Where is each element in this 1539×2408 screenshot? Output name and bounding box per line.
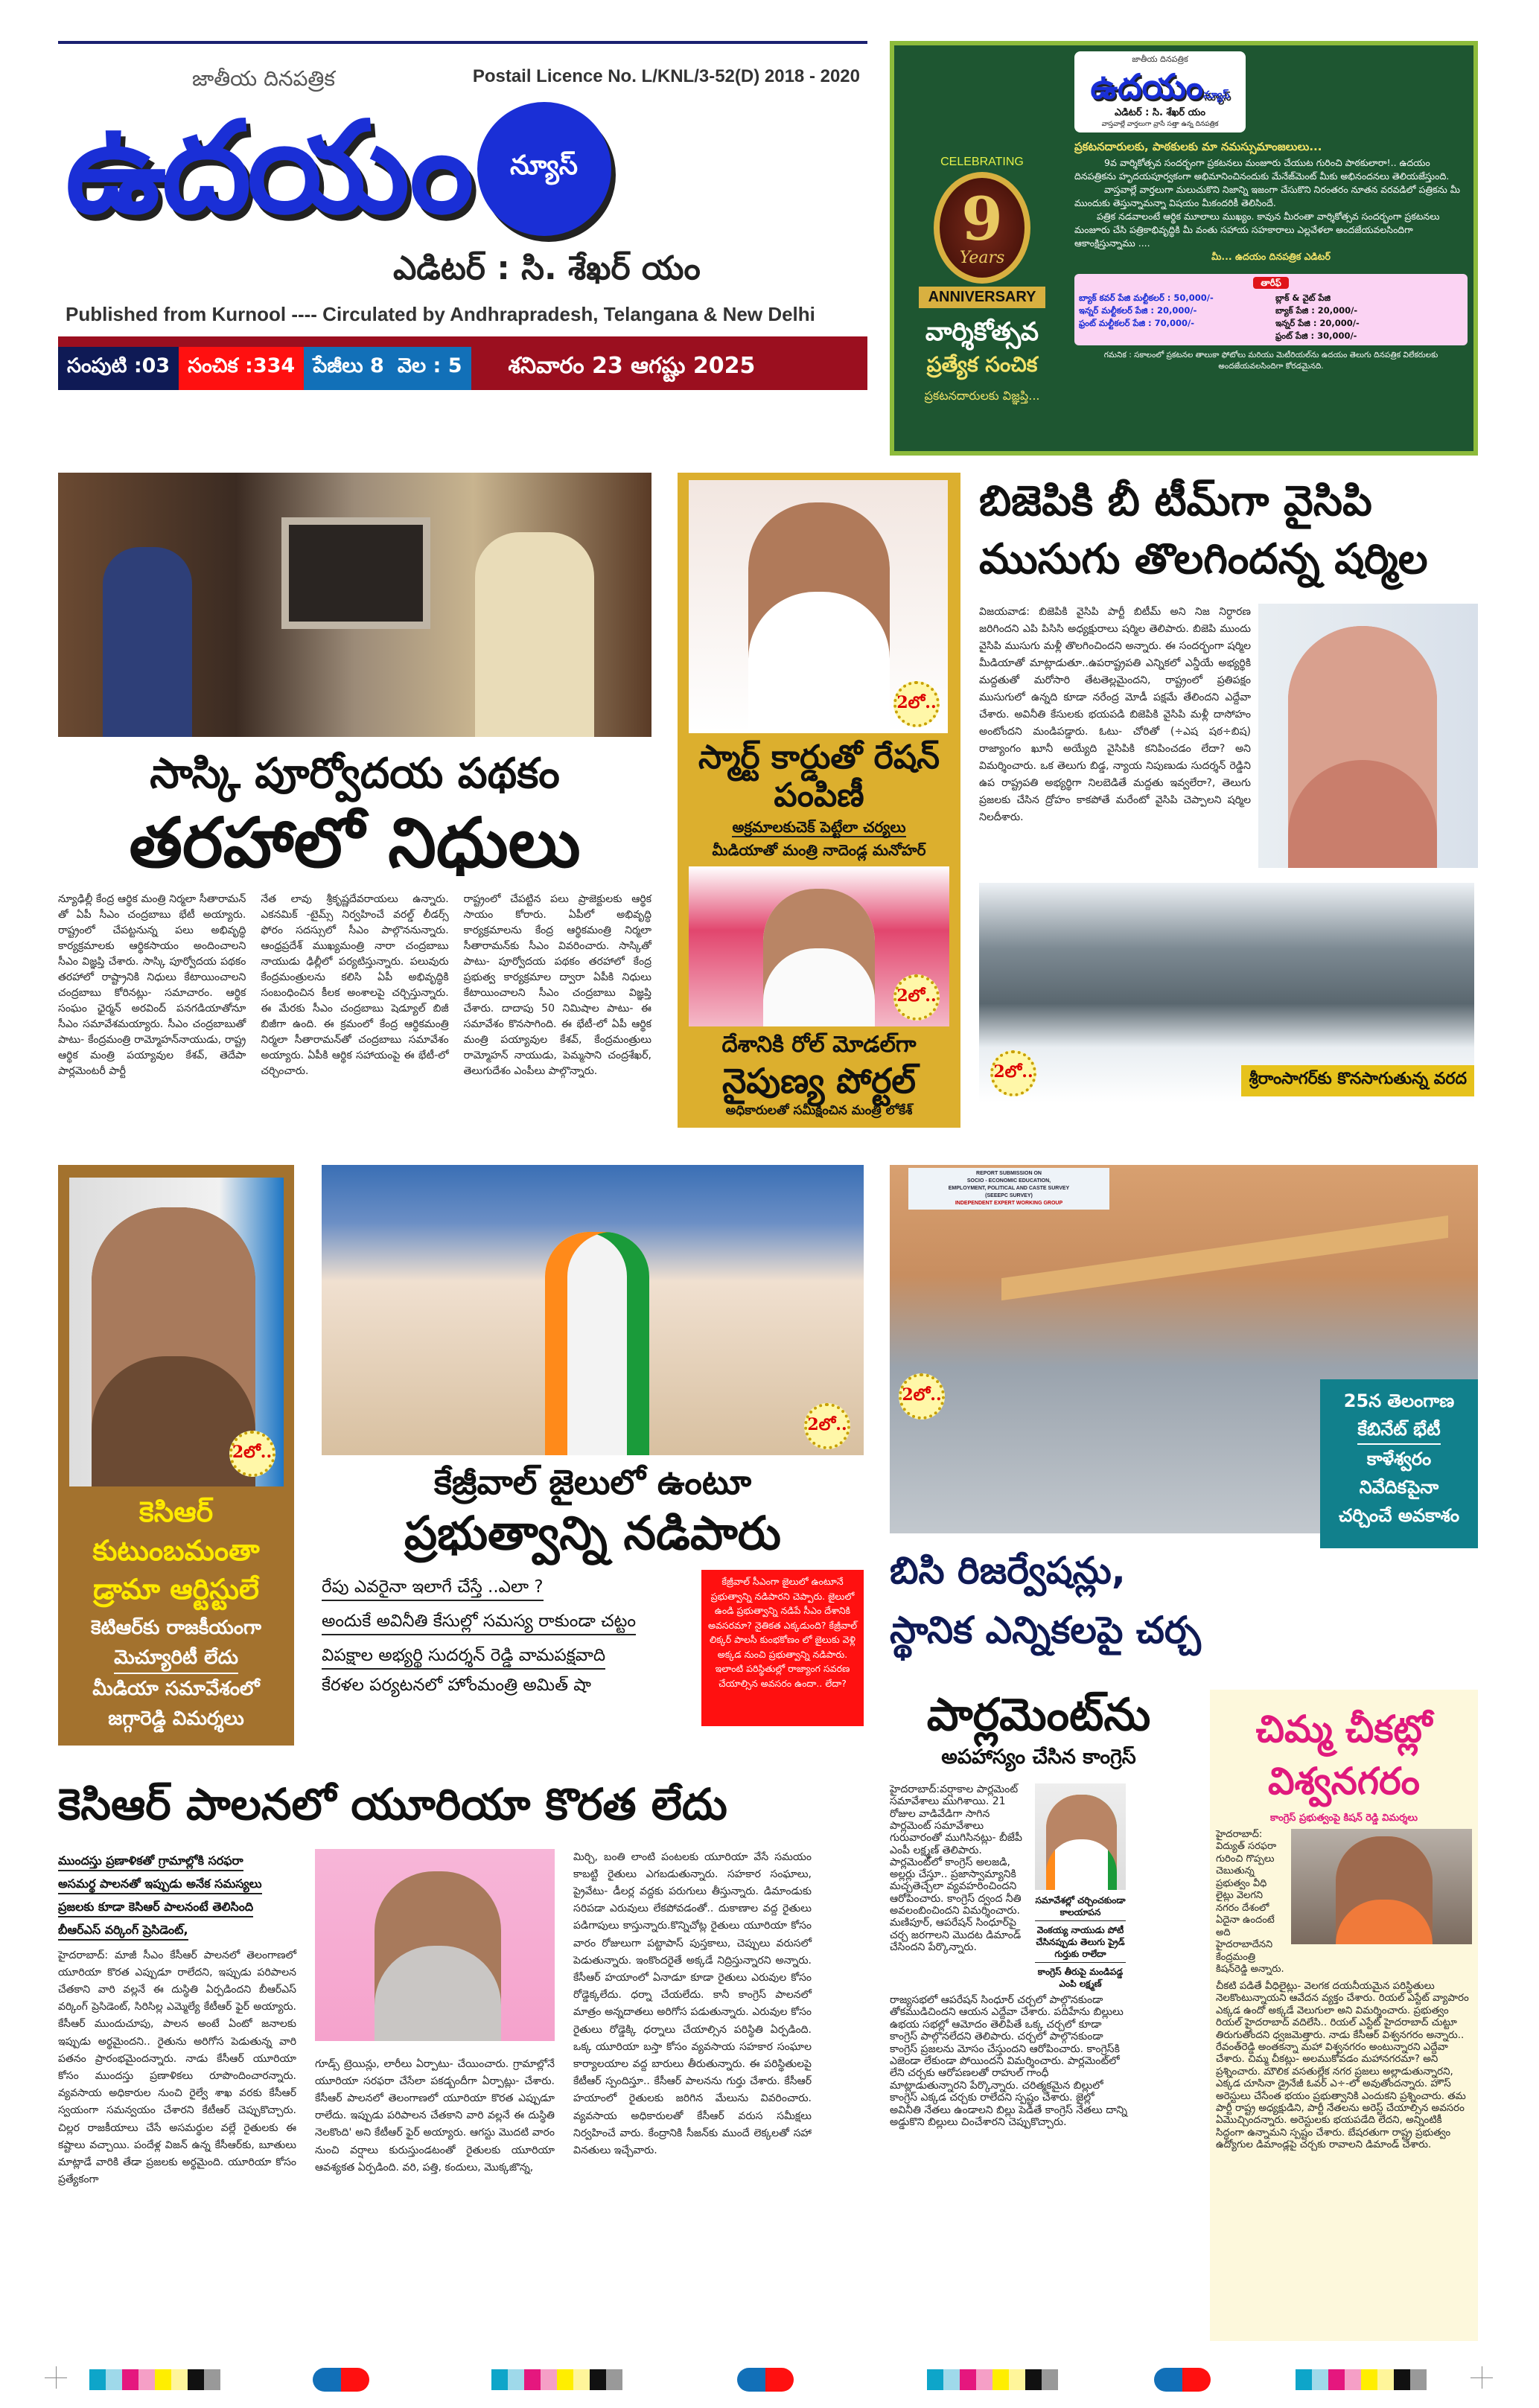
color-swatch bbox=[171, 2369, 188, 2390]
color-swatch bbox=[590, 2369, 606, 2390]
jaggareddy-box: 2లో.. కెసిఆర్ కుటుంబమంతా డ్రామా ఆర్టిస్టులే కెటిఆర్‌కు రాజకీయంగా మెచ్యూరిటీ లేదు మీడియా సమావేశంలో జగ్గారెడ్డి విమర్శలు bbox=[58, 1165, 294, 1746]
editor-name: ఎడిటర్ : సి. శేఖర్ యం bbox=[393, 249, 701, 287]
published-line: Published from Kurnool ---- Circulated by Andhrapradesh, Telangana & New Delhi bbox=[66, 302, 815, 325]
parliament-headline: పార్లమెంట్‌ను bbox=[926, 1689, 1151, 1741]
color-swatch bbox=[606, 2369, 622, 2390]
color-swatch bbox=[943, 2369, 960, 2390]
color-registration-strip bbox=[0, 2363, 1539, 2393]
photo-cabinet-meeting: REPORT SUBMISSION ON SOCIO - ECONOMIC EDUCATION, EMPLOYMENT, POLITICAL AND CASTE SURVEY (SEEEPC SURVEY) INDEPENDENT EXPERT WORKING GROUP 2లో.. bbox=[890, 1165, 1478, 1533]
color-swatch bbox=[927, 2369, 943, 2390]
urea-col-2: గూడ్స్ ట్రెయిన్లు, లారీలు ఏర్పాటు- చేయించారు. గ్రామాల్లోనే యూరియా సరఫరా చేసేలా పకడ్బందీగా ఏర్పాట్లు- చేశారు. కేసీఆర్ పాలనలో తెలంగాణలో యూరియా కొరత ఎప్పుడూ రాలేదు. ఇప్పుడు పరిపాలన చేతకాని వారి వల్లనే ఈ దుస్థితి నెలకొంది' అని కేటీఆర్ ఫైర్ అయ్యారు. ఆగస్టు మొదటి వారం నుంచి వర్షాలు కురుస్తుండటంతో రైతులకు యూరియా ఆవశ్యకత ఏర్పడింది. వరి, పత్తి, కందులు, మొక్కజొన్న, bbox=[315, 2057, 555, 2174]
photo-sriramsagar-dam: 2లో.. శ్రీరాంసాగర్‌కు కొనసాగుతున్న వరద bbox=[979, 883, 1474, 1102]
nine-years-emblem: CELEBRATING 9 Years ANNIVERSARY bbox=[919, 156, 1045, 308]
kejriwal-quote-box: కేజ్రీవాల్ సీఎంగా జైలులో ఉంటూనే ప్రభుత్వాన్ని నడిపారని చెప్పారు. జైలులో ఉండి ప్రభుత్వాన్ని నడిపే సీఎం దేశానికి అవసరమా? నైతికత ఎక్కడుంది? కేజ్రీవాల్ లిక్కర్ పాలసీ కుంభకోణం లో జైలుకు వెళ్లి అక్కడ నుంచి ప్రభుత్వాన్ని నడిపారు. ఇలాంటి పరిస్థితుల్లో రాజ్యాంగ సవరణ చేయాల్సిన అవసరం ఉందా.. లేదా? bbox=[701, 1570, 864, 1726]
parliament-subhead: అపహాస్యం చేసిన కాంగ్రెస్ bbox=[941, 1746, 1136, 1769]
color-swatch bbox=[491, 2369, 508, 2390]
color-swatch bbox=[188, 2369, 204, 2390]
color-swatch bbox=[573, 2369, 590, 2390]
photo-mp-laxman bbox=[1035, 1783, 1126, 1890]
saski-kicker: సాస్కి పూర్వోదయ పథకం bbox=[150, 750, 560, 798]
color-swatch bbox=[1377, 2369, 1394, 2390]
color-swatch bbox=[1025, 2369, 1042, 2390]
issue-number: సంచిక :334 bbox=[179, 347, 304, 390]
ad-footer: ప్రకటనదారులకు విజ్ఞప్తి... bbox=[924, 389, 1040, 403]
sharmila-headline: బిజెపికి బీ టీమ్‌గా వైసిపి ముసుగు తొలగిందన్న షర్మిల bbox=[979, 477, 1428, 584]
newspaper-logo: ఉదయం న్యూస్ bbox=[58, 96, 867, 242]
kejriwal-subheads: రేపు ఎవరైనా ఇలాగే చేస్తే ..ఎలా ? అందుకే అవినీతి కేసుల్లో సమస్య రాకుండా చట్టం విపక్షాల అభ్యర్థి సుదర్శన్ రెడ్డి వామపక్షవాది కేరళల పర్యటనలో హోంమంత్రి అమిత్ షా bbox=[322, 1570, 690, 1698]
masthead-tagline: జాతీయ దినపత్రిక bbox=[192, 66, 335, 91]
photo-nirmala-chandrababu-meeting bbox=[58, 473, 651, 737]
color-swatch bbox=[1345, 2369, 1361, 2390]
kejriwal-headline-2: ప్రభుత్వాన్ని నడిపారు bbox=[404, 1505, 781, 1560]
chimma-headline: చిమ్మ చీకట్లో విశ్వనగరం bbox=[1255, 1708, 1433, 1803]
color-swatch bbox=[138, 2369, 155, 2390]
photo-sharmila bbox=[1258, 604, 1478, 868]
parliament-story bbox=[890, 1690, 1188, 2129]
color-swatch-group bbox=[491, 2369, 622, 2390]
color-swatch bbox=[992, 2369, 1009, 2390]
color-swatch-group bbox=[1296, 2369, 1427, 2390]
crop-mark-icon bbox=[45, 2366, 67, 2389]
masthead bbox=[58, 41, 867, 456]
color-swatch bbox=[155, 2369, 171, 2390]
photo-kishan-reddy bbox=[1291, 1829, 1472, 1944]
crop-mark-icon bbox=[1471, 2366, 1493, 2389]
color-swatch bbox=[1394, 2369, 1410, 2390]
skill-portal-byline: అధికారులతో సమీక్షించిన మంత్రి లోకేశ్ bbox=[725, 1102, 913, 1118]
registration-pill bbox=[737, 2368, 794, 2392]
parliament-captions: సమావేశల్లో చర్చించకుండా కాలయాపన వెంకయ్య నాయుడు పోటీ చేసినప్పుడు తెలుగు ప్రైడ్ గుర్తుకు రాలేదా కాంగ్రెస్ తీరుపై మండిపడ్డ ఎంపి లక్ష్మణ్ bbox=[1035, 1895, 1126, 1990]
color-swatch bbox=[541, 2369, 557, 2390]
color-swatch bbox=[1312, 2369, 1328, 2390]
ad-note: గమనిక : సకాలంలో ప్రకటనల తాలుకా ఫోటోలు మరియు మెటీరియల్‌ను ఉదయం తెలుగు దినపత్రిక విలేకరులకు అందజేయవలసిందిగా కోరడమైనది. bbox=[1103, 350, 1438, 371]
smart-card-headline: స్మార్ట్ కార్డుతో రేషన్ పంపిణీ bbox=[698, 738, 940, 814]
color-swatch bbox=[1296, 2369, 1312, 2390]
color-swatch bbox=[1410, 2369, 1427, 2390]
sharmila-story bbox=[979, 473, 1478, 1102]
registration-pill bbox=[313, 2368, 369, 2392]
chimma-body-top: హైదరాబాద్: విద్యుత్ సరఫరా గురించి గొప్పలు చెబుతున్న ప్రభుత్వం వీధి లైట్లు వెలగని నగరం దేశంలో ఏదైనా ఉందంటే అది హైదరాబాదేనని కేంద్రమంత్రి కిషన్‌రెడ్డి అన్నారు. bbox=[1216, 1828, 1284, 1976]
kejriwal-story bbox=[322, 1165, 864, 1726]
chimma-kicker: కాంగ్రెస్ ప్రభుత్వంపై కిషన్ రెడ్డి విమర్శలు bbox=[1270, 1813, 1418, 1824]
color-swatch bbox=[557, 2369, 573, 2390]
saski-headline: తరహాలో నిధులు bbox=[129, 803, 581, 884]
top-row bbox=[58, 41, 1478, 456]
ad-subtitle: ప్రత్యేక సంచిక bbox=[926, 351, 1038, 377]
color-swatch bbox=[1361, 2369, 1377, 2390]
bc-headline: బిసి రిజర్వేషన్లు, స్థానిక ఎన్నికలపై చర్చ bbox=[890, 1549, 1201, 1652]
parliament-body-bottom: రాజ్యసభలో ఆపరేషన్ సింధూర్ చర్చలో పాల్గొనకుండా తోకముడిచిందని ఆయన ఎద్దేవా చేశారు. పదిహేను బిల్లులు ఉభయ సభల్లో ఆమోదం తెలిపితే ఒక్క చర్చలో కూడా కాంగ్రెస్ పాల్గొనలేదని తెలిపారు. చర్చలో పాల్గొనకుండా కాంగ్రెస్ ప్రజలను మోసం చేస్తుందని ఆరోపించారు. కాంగ్రెస్‌కి ఎజెండా లేకుండా పోయిందని విమర్శించారు. పార్లమెంట్‌లో లేని చర్చకు ఆరోపణలతో రాహుల్ గాంధీ మాట్లాడుతున్నారని పేర్కొన్నారు. చరిత్మకమైన బిల్లులో కాంగ్రెస్ ఎక్కడ చర్చకు రాలేదని స్పష్టం చేశారు. జైల్లో అవినీతి నేతలు ఉండాలని బిల్లు పెడితే కాంగ్రెస్ నేతలు దాన్ని అడ్డుకొని బిల్లులు చించేశారని చెప్పుకొచ్చారు. bbox=[890, 1994, 1127, 2129]
color-swatch bbox=[524, 2369, 541, 2390]
volume-number: సంపుటి :03 bbox=[58, 347, 179, 390]
saski-story bbox=[58, 473, 651, 1079]
urea-story bbox=[58, 1779, 867, 2188]
ad-logo-card: జాతీయ దినపత్రిక ఉదయంన్యూస్ ఎడిటర్ : సి. శేఖర్ యం వాస్తవాల్లే వార్తలుగా వ్రాసే సత్తా ఉన్న దినపత్రిక bbox=[1074, 51, 1246, 132]
urea-col-1: హైదరాబాద్: మాజీ సీఎం కేసీఆర్ పాలనలో తెలంగాణలో యూరియా కొరత ఎప్పుడూ రాలేదని, ఇప్పుడు పరిపాలన చేతకాని వారి వల్లనే ఈ దుస్థితి ఏర్పడిందని బీఆర్ఎస్ వర్కింగ్ ప్రెసిడెంట్, సిరిసిల్ల ఎమ్మెల్యే కేటీఆర్ ఫైర్ అయ్యారు. కేసీఆర్ ముందుచూపు, పాలన అంటే ఏంటో జనాలకు ఇప్పుడు అర్థమైందని.. రైతును అరిగోస పెడుతున్న వారి పతనం ప్రారంభమైందన్నారు. నాడు కేసీఆర్ యూరియా కోసం ముందస్తు ప్రణాళికలు రూపొందించారన్నారు. వ్యవసాయ అధికారుల నుంచి రైల్వే శాఖ వరకు కేసీఆర్ స్వయంగా సమన్వయం చేశారని కేటీఆర్ చెప్పుకొచ్చారు. చిల్లర రాజకీయాలు చేసే అసమర్థుల వల్లే రైతులకు ఈ కష్టాలు వచ్చాయి. పందేళ్ల విజన్ ఉన్న కేసీఆర్‌కు, బూతులు మాట్లాడే వారికి తేడా ప్రజలకు అర్థమైంది. యూరియా కోసం ప్రత్యేకంగా bbox=[58, 1949, 296, 2186]
color-swatch bbox=[976, 2369, 992, 2390]
color-swatch bbox=[1042, 2369, 1058, 2390]
chimma-body-bottom: చీకటి పడితే వీధిలైట్లు- వెలగక దయనీయమైన పరిస్థితులు నెలకొంటున్నాయని ఆవేదన వ్యక్తం చేశారు. రియల్ ఎస్టేట్ వ్యాపారం ఎక్కడ ఉందో అక్కడే వెలుగులా అని విమర్శించారు. ప్రభుత్వం రియల్ హైదరాబాద్ వదిలేసి.. రియల్ ఎస్టేట్ హైదరాబాద్ చుట్టూ తిరుగుతోందని ధ్వజమెత్తారు. నాడు కేసీఆర్ విశ్వనగరం అన్నారు.. రేవంత్‌రెడ్డి అంతకన్నా మహా విశ్వనగరం అంటున్నారని ఎద్దేవా చేశారు. చిమ్మ చీకట్లు- అలముకోవడం మహానగరమా? అని ప్రశ్నించారు. మౌలిక వసతుల్లేక నగర ప్రజలు అల్లాడుతున్నారని, ఎక్కడ చూసినా డ్రైనేజీ ఓవర్ ఎ÷-లో అవుతోందన్నారు. హౌస్ అరెస్టులు చేసేంత భయం ప్రభుత్వానికి ఎందుకని ప్రశ్నించారు. తమ పార్టీ రాష్ట్ర అధ్యక్షుడిని, పార్టీ నేతలను అరెస్ట్ చేయాల్సిన అవసరం ఏమొచ్చిందన్నారు. అరెస్టులకు భయపడేది లేదని, అన్నింటికీ సిద్ధంగా ఉన్నామని స్పష్టం చేశారు. బేషరతుగా రాష్ట్ర ప్రభుత్వం ఉద్యోగుల డిమాండ్లపై చర్చకు రావాలని డిమాండ్ చేశారు. bbox=[1216, 1980, 1469, 2151]
urea-subheads: ముందస్తు ప్రణాళికతో గ్రామాల్లోకి సరఫరా అసమర్థ పాలనతో ఇప్పుడు అనేక సమస్యలు ప్రజలకు కూడా కెసిఆర్ పాలనంటే తెలిసింది బీఆర్ఎస్ వర్కింగ్ ప్రెసిడెంట్, bbox=[58, 1849, 296, 1941]
color-swatch bbox=[89, 2369, 106, 2390]
color-swatch bbox=[508, 2369, 524, 2390]
tariff-box: తారీఫ్ బ్యాక్ కవర్ పేజి మల్టీకలర్ : 50,000/- ఇన్నర్ మల్టీకలర్ పేజి : 20,000/- ఫ్రంట్ మల్టీకలర్ పేజి : 70,000/- బ్లాక్ & వైట్ పేజి బ్యాక్ పేజి : 20,000/- ఇన్నర్ పేజి : 20,000/- ఫ్రంట్ పేజి : 30,000/- bbox=[1074, 274, 1468, 345]
issue-date: శనివారం 23 ఆగష్టు 2025 bbox=[508, 352, 756, 379]
color-swatch bbox=[1328, 2369, 1345, 2390]
smart-card-byline: మీడియాతో మంత్రి నాదెండ్ల మనోహర్ bbox=[712, 841, 926, 860]
survey-banner: REPORT SUBMISSION ON SOCIO - ECONOMIC EDUCATION, EMPLOYMENT, POLITICAL AND CASTE SURVEY (SEEEPC SURVEY) INDEPENDENT EXPERT WORKING GROUP bbox=[908, 1168, 1109, 1210]
newspaper-page bbox=[58, 0, 1478, 2408]
yellow-news-box bbox=[678, 473, 960, 1128]
color-swatch bbox=[960, 2369, 976, 2390]
photo-nadendla-manohar: 2లో.. bbox=[689, 480, 948, 733]
parliament-body-top: హైదరాబాద్:వర్షాకాల పార్లమెంట్ సమావేశాలు ముగిశాయి. 21 రోజుల వాడివేడిగా సాగిన పార్లమెంట్ సమావేశాలు గురువారంతో ముగిసినట్లు- బీజేపీ ఎంపీ లక్ష్మణ్ తెలిపారు. పార్లమెంట్‌లో కాంగ్రెస్ అలజడి, అల్లర్లు చేస్తూ.. ప్రజాస్వామ్యానికి మచ్చతెచ్చేలా వ్యవహరించిందని ఆరోపించారు. కాంగ్రెస్ ద్వంద నీతి అవలంబించిందని విమర్శించారు. మణిపూర్, ఆపరేషన్ సింధూర్‌పై చర్చ జరగాలని మొదట డిమాండ్ చేసిందని పేర్కొన్నారు. bbox=[890, 1783, 1022, 1953]
ad-title: వార్శికోత్సవ bbox=[925, 317, 1039, 347]
color-swatch bbox=[106, 2369, 122, 2390]
urea-col-3: మిర్చి, బంతి లాంటి పంటలకు యూరియా వేసే సమయం కాబట్టి రైతులు ఎగబడుతున్నారు. సహకార సంఘాలు, ప్రైవేటు- డీలర్ల వద్దకు పరుగులు తీస్తున్నారు. డిమాండుకు సరిపడా ఎరువులు లేకపోవడంతో.. దుకాణాల వద్ద రైతులు పడిగాపులు కాస్తున్నారు.కొన్నిచోట్ల రైతులు యూరియా కోసం వారం రోజులుగా పట్టాపాస్ పుస్తకాలు, చెప్పులు వరుసలో పెడుతున్నారు. ఇంకొందరైతే అక్కడే నిద్రిస్తున్నారని అన్నారు. కేసీఆర్ హయాంలో ఏనాడూ కూడా రైతులు ఎరువుల కోసం రోడ్డెక్కలేదు. ధర్నా చేయలేదు. కానీ కాంగ్రెస్ పాలనలో మాత్రం అన్నదాతలు అరిగోస పడుతున్నారు. ఎరువుల కోసం రైతులు రోడ్డెక్కి ధర్నాలు చేయాల్సిన పరిస్థితి ఏర్పడింది. ఒక్క యూరియా బస్తా కోసం వ్యవసాయ సహకార సంఘాల కార్యాలయాల వద్ద బారులు తీరుతున్నారు. ఈ పరిస్థితులపై కేటీఆర్ స్పందిస్తూ.. కేసీఆర్ పాలనను గుర్తు చేశారు. కేసీఆర్ హయాంలో రైతులకు జరిగిన మేలును వివరించారు. వ్యవసాయ అధికారులతో కేసీఆర్ వరుస సమీక్షలు నిర్వహించే వారు. కేంద్రానికి సీజన్‌కు ముందే లెక్కలతో సహా వినతులు ఇచ్చేవారు. bbox=[573, 1850, 812, 2157]
anniversary-ad bbox=[890, 41, 1478, 456]
dam-caption: శ్రీరాంసాగర్‌కు కొనసాగుతున్న వరద bbox=[1241, 1065, 1474, 1096]
photo-amit-shah-rally: 2లో.. bbox=[322, 1165, 864, 1455]
ad-message: ప్రకటనదారులకు, పాఠకులకు మా నమస్సుమాంజలులు... 9వ వార్శికోత్సవ సందర్భంగా ప్రకటనలు మంజూరు చేయుట గురించి పాఠకులారా!.. ఉదయం దినపత్రికను హృదయపూర్వకంగా అభిమానించినందుకు మేనేజ్‌మెంట్ మీకు అభినందనలు తెలియజేస్తుంది. వాస్తవాల్లే వార్తలుగా మలుచుకొని నిజాన్ని ఇజంగా చేసుకొని నిరంతరం నూతన వరవడిలో పత్రికను మీ ముందుకు తెస్తున్నామన్నా విషయం మీకందరికీ తెలిసిందే. పత్రిక నడవాలంటే ఆర్థిక మూలాలు ముఖ్యం. కావున మీరంతా వార్శికోత్సవ సందర్భంగా ప్రకటనలు మంజూరు చేసి పత్రికాభివృద్ధికి మీ వంతు సహాయ సహకారాలు ఎల్లవేళలా అందజేయవలసిందిగా ఆకాంక్షిస్తున్నాము .... మీ... ఉదయం దినపత్రిక ఎడిటర్ bbox=[1074, 139, 1460, 262]
color-swatch-group bbox=[927, 2369, 1058, 2390]
page-count-price: పేజీలు 8 వెల : 5 bbox=[304, 347, 471, 390]
color-swatch bbox=[1009, 2369, 1025, 2390]
kejriwal-headline-1: కేజ్రీవాల్ జైలులో ఉంటూ bbox=[433, 1462, 752, 1502]
sharmila-body: విజయవాడ: బిజెపికి వైసిపి పార్టీ బిటీమ్ అని నిజ నిర్ధారణ జరిగిందని ఎపి పిసిసి అధ్యక్షురాలు షర్మిల తెలిపారు. బిజెపి ముందు వైసిపి ముసుగు మళ్లీ తొలగించిందని అన్నారు. ఈ సందర్భంగా షర్మిల మీడియాతో మాట్లాడుతూ..ఉపరాష్ట్రపతి ఎన్నికలో ఎన్డీయే అభ్యర్థికి మద్దతుతో మరోసారి తేటతెల్లమైందని, రాష్ట్రంలో ప్రతిపక్షం ముసుగులో ఉన్నది కూడా నరేంద్ర మోడీ పక్షమే తేలిందని ఎద్దేవా చేశారు. అవినీతి కేసులకు భయపడి బిజెపికి వైసిపి మళ్లీ దాసోహం అంటోందని మండిపడ్డారు. ఓటు- చోరితో (÷ఎష షఠ÷బిష) రాజ్యాంగం ఖూనీ అయ్యేది వైసిపికి కనిపించడం లేదా? అని విమర్శించారు. ఒక తెలుగు బిడ్డ, న్యాయ నిపుణుడు సుదర్శన్ రెడ్డిని ఉప రాష్ట్రపతి అభ్యర్థిగా నిలబెడితే మద్దతు ఇవ్వలేరా?, తెలుగు ప్రజలకు చేసిన ద్రోహం కాకపోతే మరేంటో వైసిపి చెప్పాలని షర్మిల నిలదీశారు. bbox=[979, 606, 1251, 823]
color-swatch bbox=[122, 2369, 138, 2390]
smart-card-subhead: అక్రమాలకుచెక్ పెట్టేలా చర్యలు bbox=[732, 818, 906, 837]
color-swatch-group bbox=[89, 2369, 220, 2390]
photo-nara-lokesh: 2లో.. bbox=[689, 866, 949, 1026]
saski-body: న్యూఢిల్లీ కేంద్ర ఆర్థిక మంత్రి నిర్మలా సీతారామన్ తో ఏపీ సీఎం చంద్రబాబు భేటీ అయ్యారు. రాష్ట్రంలో చేపట్టనున్న పలు అభివృద్ధి కార్యక్రమాలకు ఆర్థికసాయం అందించాలని సీఎం విజ్ఞప్తి చేశారు. సాస్కి పూర్వోదయ పథకం తరహాలో రాష్ట్రానికి నిధులు కేటాయించాలని చంద్రబాబు కోరినట్లు- సమాచారం. ఆర్థిక సంఘం ఛైర్మన్ అరవింద్ పనగడియాతోనూ సీఎం సమావేశమయ్యారు. సీఎం చంద్రబాబుతో పాటు- కేంద్రమంత్రి రామ్మోహన్‌నాయుడు, రాష్ట్ర ఆర్థిక మంత్రి పయ్యావుల కేశవ్, తెదేపా పార్లమెంటరీ పార్టీ నేత లావు శ్రీకృష్ణదేవరాయలు ఉన్నారు. ఎకనమిక్ -టైమ్స్ నిర్వహించే వరల్డ్ లీడర్స్ ఫోరం సదస్సులో సీఎం పాల్గొననున్నారు. ఆంధ్రప్రదేశ్ ముఖ్యమంత్రి నారా చంద్రబాబు నాయుడు ఢిల్లీలో పర్యటిస్తున్నారు. పలువురు కేంద్రమంత్రులను కలిసి ఏపీ అభివృద్ధికి సంబంధించిన కీలక అంశాలపై చర్చిస్తున్నారు. ఈ మేరకు సీఎం చంద్రబాబు షెడ్యూల్ బిజీ బిజీగా ఉంది. ఈ క్రమంలో కేంద్ర ఆర్థికమంత్రి నిర్మలా సీతారామన్‌తో చంద్రబాబు సమావేశం అయ్యారు. ఏపీకి ఆర్థిక సహాయంపై ఈ భేటీ-లో చర్చించారు. రాష్ట్రంలో చేపట్టిన పలు ప్రాజెక్టులకు ఆర్థిక సాయం కోరారు. ఏపీలో అభివృద్ధి కార్యక్రమాలను కేంద్ర ఆర్థికమంత్రి నిర్మలా సీతారామన్‌కు సీఎం వివరించారు. సాస్కితో పాటు- పూర్వోదయ పథకం తరహాలో కేంద్ర ప్రభుత్వ కార్యక్రమాల ద్వారా ఏపీకి నిధులు కేటాయించాలని సీఎం చంద్రబాబు విజ్ఞప్తి చేశారు. దాదాపు 50 నిమిషాల పాటు- ఈ సమావేశం కొనసాగింది. ఈ భేటీ-లో ఏపీ ఆర్థిక మంత్రి పయ్యావుల కేశవ్, కేంద్రమంత్రులు రామ్మోహన్ నాయుడు, పెమ్మసాని చంద్రశేఖర్, తెలుగుదేశం ఎంపీలు పాల్గొన్నారు. bbox=[58, 893, 651, 1078]
second-row bbox=[58, 473, 1478, 1128]
registration-pill bbox=[1154, 2368, 1211, 2392]
chimma-box bbox=[1210, 1690, 1478, 2341]
photo-ktr bbox=[315, 1849, 555, 2041]
info-bar bbox=[58, 336, 867, 390]
skill-portal-headline: నైపుణ్య పోర్టల్ bbox=[722, 1060, 916, 1101]
skill-portal-kicker: దేశానికి రోల్ మోడల్‌గా bbox=[721, 1032, 917, 1058]
photo-jaggareddy: 2లో.. bbox=[69, 1178, 284, 1486]
color-swatch bbox=[204, 2369, 220, 2390]
lower-section bbox=[58, 1165, 1478, 2341]
postal-licence: Postail Licence No. L/KNL/3-52(D) 2018 - 2020 bbox=[472, 66, 860, 86]
bc-teal-box: 25న తెలంగాణ కేబినేట్ భేటీ కాళేశ్వరం నివేదికపైనా చర్చించే అవకాశం bbox=[1320, 1379, 1478, 1548]
urea-headline: కెసిఆర్ పాలనలో యూరియా కొరత లేదు bbox=[58, 1779, 727, 1830]
